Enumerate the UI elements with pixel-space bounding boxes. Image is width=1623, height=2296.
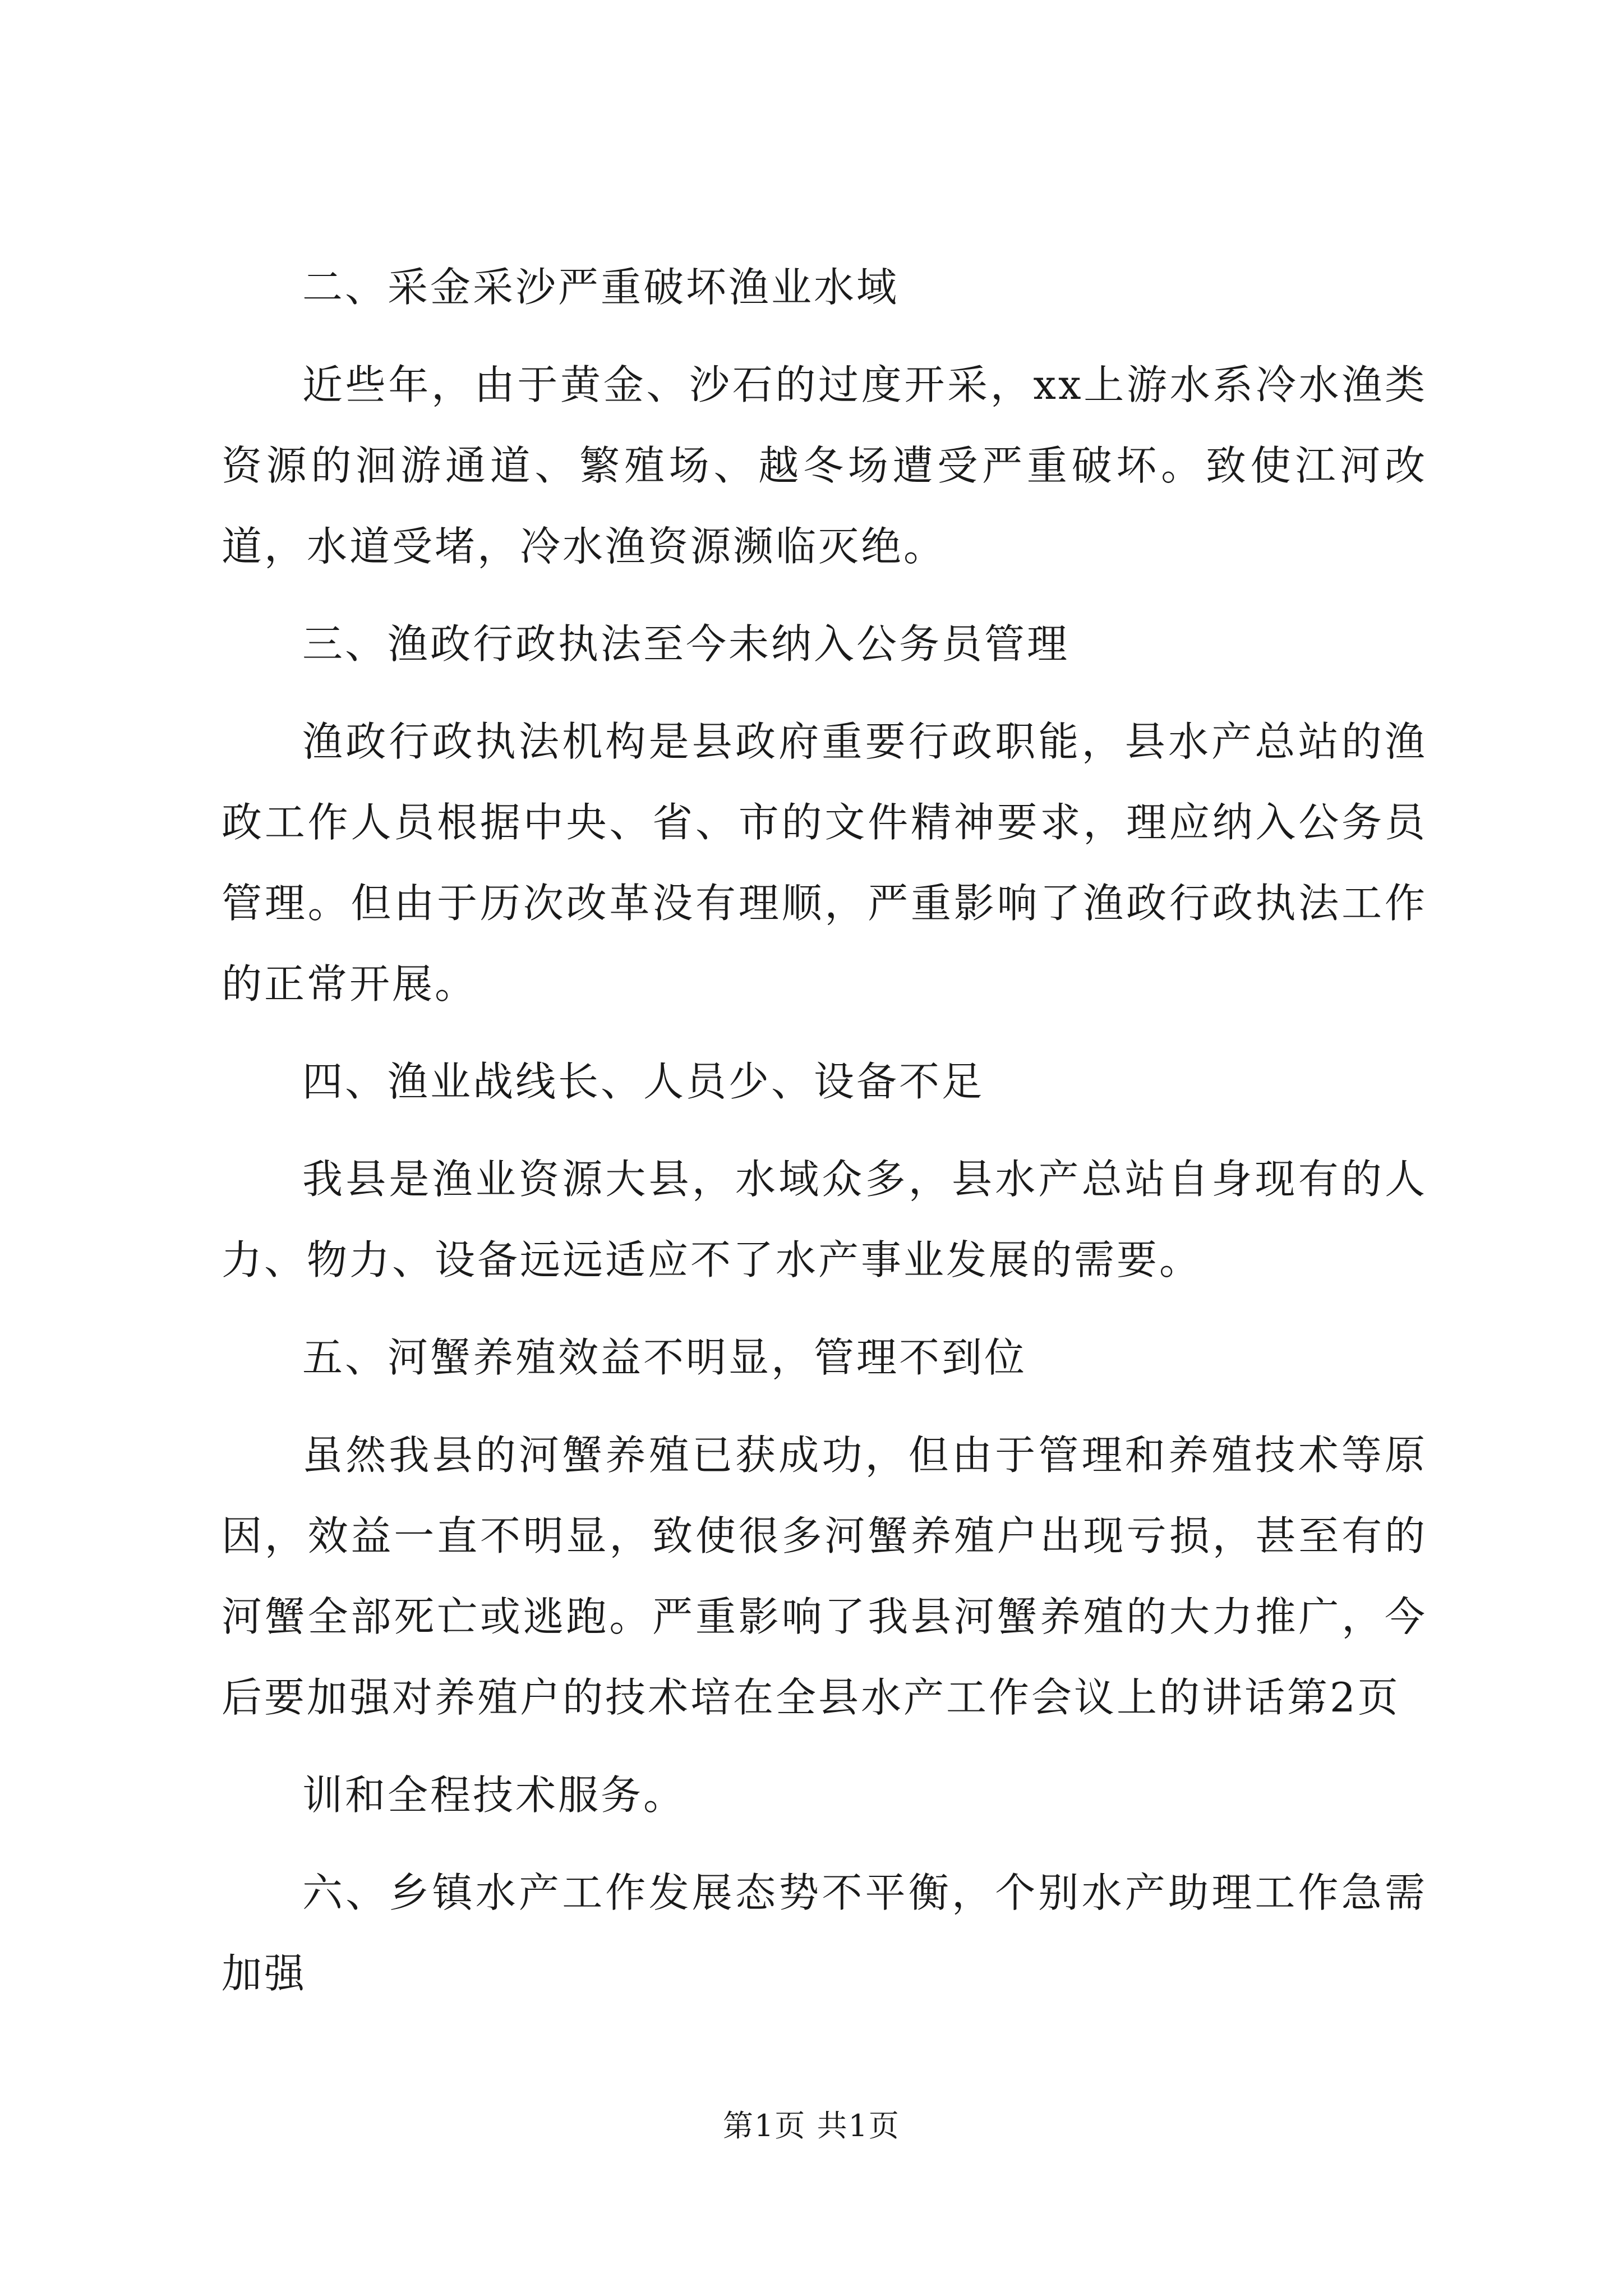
heading-section-5: 五、河蟹养殖效益不明显，管理不到位	[302, 1334, 1027, 1381]
heading-section-4: 四、渔业战线长、人员少、设备不足	[302, 1058, 985, 1105]
paragraph-section-2-body: 近些年，由于黄金、沙石的过度开采，xx上游水系冷水渔类资源的洄游通道、繁殖场、越冬场遭受严重破坏。致使江河改道，水道受堵，冷水渔资源濒临灭绝。	[222, 361, 1427, 570]
heading-section-2: 二、采金采沙严重破坏渔业水域	[302, 264, 900, 311]
paragraph-section-5-body: 虽然我县的河蟹养殖已获成功，但由于管理和养殖技术等原因，效益一直不明显，致使很多河蟹养殖户出现亏损，甚至有的河蟹全部死亡或逃跑。严重影响了我县河蟹养殖的大力推广，今后要加强对养殖户的技术培在全县水产工作会议上的讲话第2页	[222, 1432, 1427, 1721]
paragraph-section-4-body: 我县是渔业资源大县，水域众多，县水产总站自身现有的人力、物力、设备远远适应不了水产事业发展的需要。	[222, 1156, 1427, 1283]
paragraph-section-3-body: 渔政行政执法机构是县政府重要行政职能，县水产总站的渔政工作人员根据中央、省、市的文件精神要求，理应纳入公务员管理。但由于历次改革没有理顺，严重影响了渔政行政执法工作的正常开展。	[222, 718, 1427, 1007]
heading-section-3: 三、渔政行政执法至今未纳入公务员管理	[302, 620, 1070, 668]
paragraph-section-5-continued: 训和全程技术服务。	[302, 1772, 686, 1819]
page-footer: 第1页 共1页	[723, 2108, 900, 2143]
document-body	[222, 247, 1427, 2014]
heading-section-6: 六、乡镇水产工作发展态势不平衡，个别水产助理工作急需加强	[222, 1869, 1427, 1997]
